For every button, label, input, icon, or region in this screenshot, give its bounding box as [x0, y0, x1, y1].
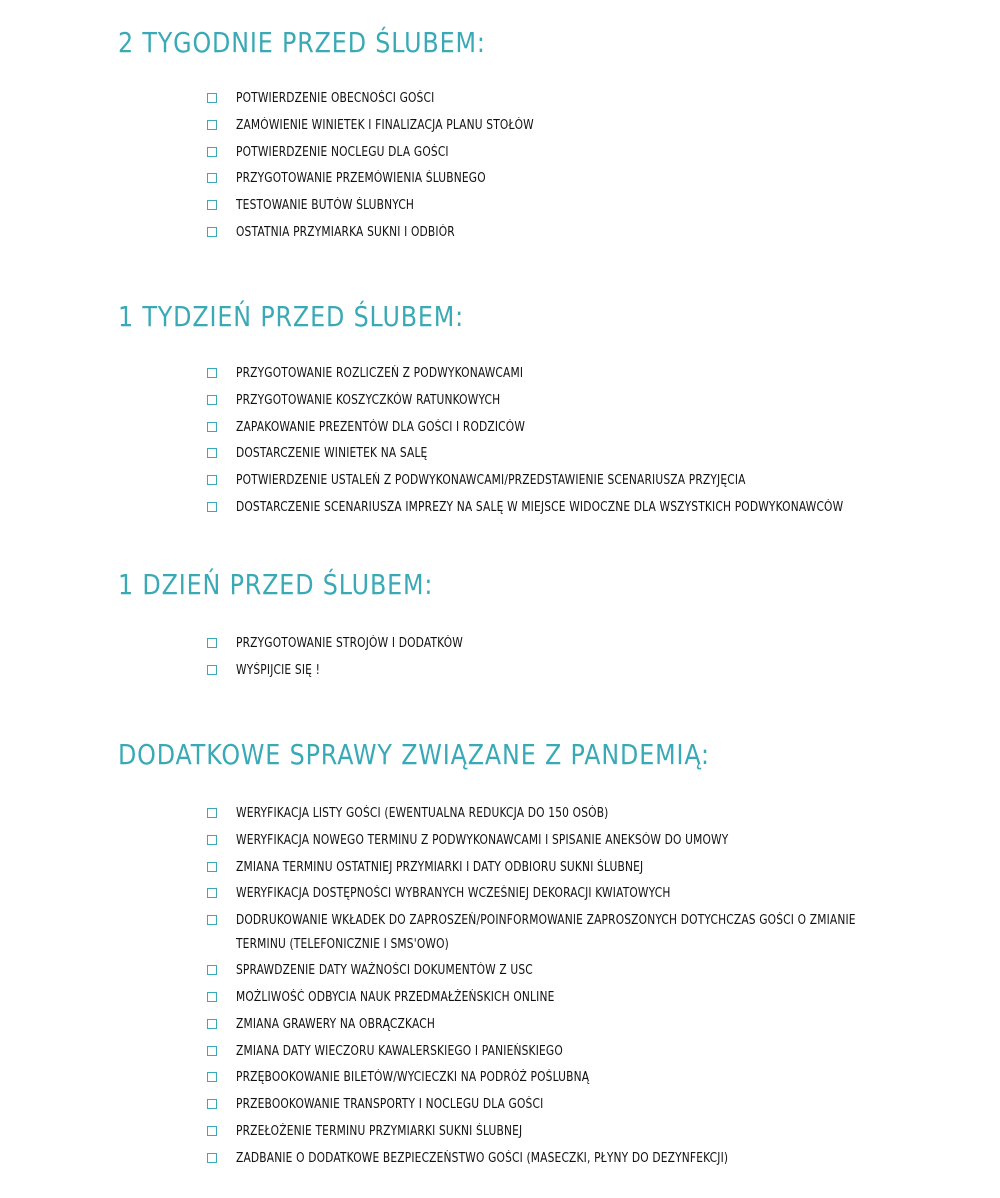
checkbox[interactable] — [207, 502, 217, 512]
checklist — [207, 632, 867, 686]
list-item — [207, 114, 867, 141]
item-label: ZMIANA TERMINU OSTATNIEJ PRZYMIARKI I DATY ODBIORU SUKNI ŚLUBNEJ — [236, 859, 644, 875]
list-item — [207, 469, 867, 496]
item-label: WERYFIKACJA DOSTĘPNOŚCI WYBRANYCH WCZEŚNIEJ DEKORACJI KWIATOWYCH — [236, 886, 671, 902]
list-item — [207, 362, 867, 389]
checkbox[interactable] — [207, 1126, 217, 1136]
checkbox[interactable] — [207, 147, 217, 157]
item-label: DOSTARCZENIE WINIETEK NA SALĘ — [236, 446, 428, 462]
checkbox[interactable] — [207, 1153, 217, 1163]
list-item — [207, 416, 867, 443]
list-item — [207, 1066, 867, 1093]
list-item — [207, 829, 867, 856]
list-item — [207, 802, 867, 829]
checkbox[interactable] — [207, 888, 217, 898]
section-heading: 1 TYDZIEŃ PRZED ŚLUBEM: — [118, 300, 465, 333]
item-label: PRZYGOTOWANIE PRZEMÓWIENIA ŚLUBNEGO — [236, 171, 486, 187]
list-item — [207, 856, 867, 883]
list-item — [207, 87, 867, 114]
list-item — [207, 909, 867, 959]
checklist — [207, 362, 867, 523]
checkbox[interactable] — [207, 200, 217, 210]
list-item — [207, 389, 867, 416]
checkbox[interactable] — [207, 448, 217, 458]
item-label: PRZĘBOOKOWANIE BILETÓW/WYCIECZKI NA PODRÓŻ POŚLUBNĄ — [236, 1070, 590, 1086]
checkbox[interactable] — [207, 1019, 217, 1029]
item-label: DODRUKOWANIE WKŁADEK DO ZAPROSZEŃ/POINFORMOWANIE ZAPROSZONYCH DOTYCHCZAS GOŚCI O ZMIANIE TERMINU (TELEFONICZNIE I SMS'OWO) — [236, 913, 856, 953]
item-label: PRZEBOOKOWANIE TRANSPORTY I NOCLEGU DLA GOŚCI — [236, 1097, 544, 1113]
checkbox[interactable] — [207, 638, 217, 648]
list-item — [207, 1147, 867, 1174]
item-label: PRZYGOTOWANIE ROZLICZEŃ Z PODWYKONAWCAMI — [236, 366, 524, 381]
item-label: ZAPAKOWANIE PREZENTÓW DLA GOŚCI I RODZICÓW — [236, 419, 526, 435]
list-item — [207, 141, 867, 168]
checkbox[interactable] — [207, 93, 217, 103]
list-item — [207, 1093, 867, 1120]
list-item — [207, 221, 867, 248]
item-label: PRZYGOTOWANIE KOSZYCZKÓW RATUNKOWYCH — [236, 392, 501, 408]
checkbox[interactable] — [207, 1046, 217, 1056]
checkbox[interactable] — [207, 227, 217, 237]
checklist — [207, 87, 867, 248]
item-label: POTWIERDZENIE OBECNOŚCI GOŚCI — [236, 91, 435, 106]
item-label: DOSTARCZENIE SCENARIUSZA IMPREZY NA SALĘ W MIEJSCE WIDOCZNE DLA WSZYSTKICH PODWYKONAWCÓW — [236, 499, 844, 515]
checkbox[interactable] — [207, 120, 217, 130]
list-item — [207, 1040, 867, 1067]
item-label: ZAMÓWIENIE WINIETEK I FINALIZACJA PLANU STOŁÓW — [236, 117, 534, 133]
list-item — [207, 632, 867, 659]
list-item — [207, 194, 867, 221]
list-item — [207, 1120, 867, 1147]
item-label: ZMIANA DATY WIECZORU KAWALERSKIEGO I PANIEŃSKIEGO — [236, 1043, 563, 1059]
list-item — [207, 496, 867, 523]
checkbox[interactable] — [207, 915, 217, 925]
checkbox[interactable] — [207, 862, 217, 872]
item-label: POTWIERDZENIE NOCLEGU DLA GOŚCI — [236, 144, 449, 160]
list-item — [207, 959, 867, 986]
item-label: OSTATNIA PRZYMIARKA SUKNI I ODBIÓR — [236, 224, 455, 240]
checkbox[interactable] — [207, 808, 217, 818]
section-heading: 1 DZIEŃ PRZED ŚLUBEM: — [118, 568, 434, 601]
checkbox[interactable] — [207, 1099, 217, 1109]
checkbox[interactable] — [207, 992, 217, 1002]
checkbox[interactable] — [207, 1072, 217, 1082]
item-label: POTWIERDZENIE USTALEŃ Z PODWYKONAWCAMI/PRZEDSTAWIENIE SCENARIUSZA PRZYJĘCIA — [236, 473, 746, 489]
checkbox[interactable] — [207, 368, 217, 378]
list-item — [207, 442, 867, 469]
item-label: PRZEŁOŻENIE TERMINU PRZYMIARKI SUKNI ŚLUBNEJ — [236, 1123, 523, 1139]
checkbox[interactable] — [207, 665, 217, 675]
section-heading: DODATKOWE SPRAWY ZWIĄZANE Z PANDEMIĄ: — [118, 738, 710, 771]
checkbox[interactable] — [207, 173, 217, 183]
checkbox[interactable] — [207, 422, 217, 432]
list-item — [207, 659, 867, 686]
item-label: SPRAWDZENIE DATY WAŻNOŚCI DOKUMENTÓW Z USC — [236, 963, 533, 979]
item-label: ZMIANA GRAWERY NA OBRĄCZKACH — [236, 1016, 436, 1032]
checkbox[interactable] — [207, 395, 217, 405]
checkbox[interactable] — [207, 965, 217, 975]
section-heading: 2 TYGODNIE PRZED ŚLUBEM: — [118, 26, 486, 59]
item-label: ZADBANIE O DODATKOWE BEZPIECZEŃSTWO GOŚCI (MASECZKI, PŁYNY DO DEZYNFEKCJI) — [236, 1150, 729, 1166]
list-item — [207, 882, 867, 909]
item-label: MOŻLIWOŚĆ ODBYCIA NAUK PRZEDMAŁŻEŃSKICH ONLINE — [236, 989, 555, 1005]
checklist — [207, 802, 867, 1174]
item-label: WYŚPIJCIE SIĘ ! — [236, 662, 321, 678]
checkbox[interactable] — [207, 475, 217, 485]
checkbox[interactable] — [207, 835, 217, 845]
list-item — [207, 167, 867, 194]
list-item — [207, 986, 867, 1013]
item-label: WERYFIKACJA LISTY GOŚCI (EWENTUALNA REDUKCJA DO 150 OSÓB) — [236, 806, 609, 821]
item-label: WERYFIKACJA NOWEGO TERMINU Z PODWYKONAWCAMI I SPISANIE ANEKSÓW DO UMOWY — [236, 832, 729, 848]
list-item — [207, 1013, 867, 1040]
item-label: PRZYGOTOWANIE STROJÓW I DODATKÓW — [236, 636, 463, 651]
item-label: TESTOWANIE BUTÓW ŚLUBNYCH — [236, 198, 415, 214]
